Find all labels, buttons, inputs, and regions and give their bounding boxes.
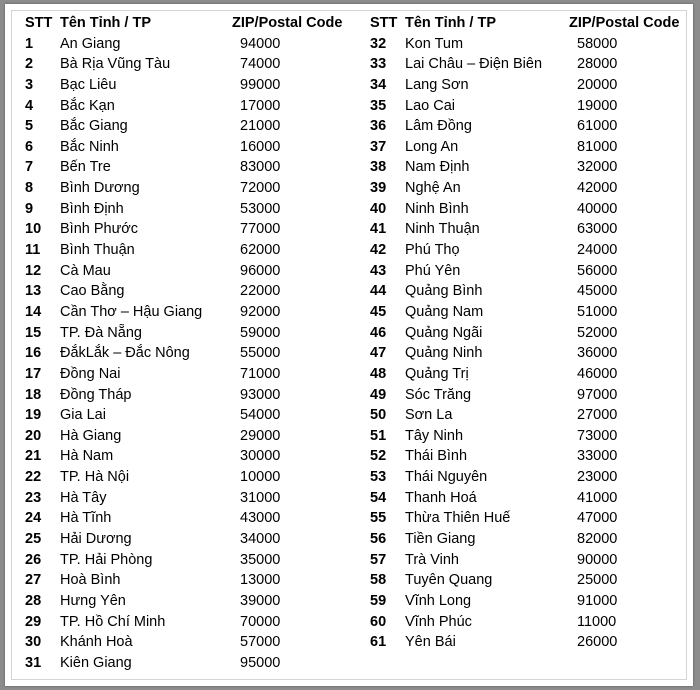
table-row bbox=[370, 178, 690, 199]
row-province-name: Phú Thọ bbox=[405, 242, 460, 259]
row-province-name: Bình Phước bbox=[60, 221, 139, 238]
row-province-name: Bắc Kạn bbox=[60, 97, 115, 114]
row-stt: 30 bbox=[25, 634, 42, 651]
row-zip-code: 29000 bbox=[240, 427, 281, 444]
row-province-name: Tiền Giang bbox=[405, 531, 476, 548]
row-zip-code: 39000 bbox=[240, 592, 281, 609]
row-zip-code: 47000 bbox=[577, 510, 618, 527]
row-province-name: Sơn La bbox=[405, 407, 453, 424]
row-zip-code: 17000 bbox=[240, 97, 281, 114]
table-row bbox=[370, 385, 690, 406]
row-zip-code: 19000 bbox=[577, 97, 618, 114]
row-zip-code: 43000 bbox=[240, 510, 281, 527]
table-row bbox=[370, 75, 690, 96]
row-stt: 50 bbox=[370, 407, 387, 424]
table-row bbox=[25, 529, 370, 550]
table-row bbox=[25, 178, 370, 199]
table-row bbox=[370, 54, 690, 75]
row-province-name: Bà Rịa Vũng Tàu bbox=[60, 56, 171, 73]
row-zip-code: 24000 bbox=[577, 242, 618, 259]
table-row bbox=[25, 281, 370, 302]
row-zip-code: 31000 bbox=[240, 489, 281, 506]
row-zip-code: 59000 bbox=[240, 324, 281, 341]
row-zip-code: 25000 bbox=[577, 572, 618, 589]
table-row bbox=[25, 570, 370, 591]
table-row bbox=[25, 343, 370, 364]
table-row bbox=[25, 426, 370, 447]
row-zip-code: 28000 bbox=[577, 56, 618, 73]
table-row bbox=[25, 261, 370, 282]
header-stt: STT bbox=[25, 15, 53, 31]
row-stt: 38 bbox=[370, 159, 387, 176]
header-name: Tên Tỉnh / TP bbox=[405, 15, 497, 31]
table-right-column bbox=[370, 11, 690, 653]
table-row bbox=[25, 116, 370, 137]
row-stt: 26 bbox=[25, 551, 42, 568]
row-zip-code: 40000 bbox=[577, 200, 618, 217]
table-row bbox=[370, 219, 690, 240]
row-province-name: Bình Thuận bbox=[60, 242, 135, 259]
table-row bbox=[25, 364, 370, 385]
row-stt: 1 bbox=[25, 35, 34, 52]
row-stt: 12 bbox=[25, 262, 42, 279]
row-stt: 40 bbox=[370, 200, 387, 217]
row-stt: 22 bbox=[25, 469, 42, 486]
row-province-name: Bắc Giang bbox=[60, 118, 128, 135]
table-row bbox=[370, 364, 690, 385]
rows-right bbox=[370, 34, 690, 653]
row-province-name: Ninh Thuận bbox=[405, 221, 480, 238]
row-stt: 25 bbox=[25, 531, 42, 548]
header-stt: STT bbox=[370, 15, 398, 31]
table-row bbox=[370, 529, 690, 550]
row-stt: 23 bbox=[25, 489, 42, 506]
table-row bbox=[370, 570, 690, 591]
row-zip-code: 91000 bbox=[577, 592, 618, 609]
row-stt: 21 bbox=[25, 448, 42, 465]
row-stt: 55 bbox=[370, 510, 387, 527]
row-stt: 35 bbox=[370, 97, 387, 114]
table-row bbox=[25, 591, 370, 612]
row-stt: 51 bbox=[370, 427, 387, 444]
row-stt: 43 bbox=[370, 262, 387, 279]
row-zip-code: 22000 bbox=[240, 283, 281, 300]
row-zip-code: 26000 bbox=[577, 634, 618, 651]
table-row bbox=[370, 488, 690, 509]
table-row bbox=[25, 219, 370, 240]
row-stt: 56 bbox=[370, 531, 387, 548]
row-zip-code: 13000 bbox=[240, 572, 281, 589]
row-stt: 45 bbox=[370, 303, 387, 320]
row-province-name: Bình Dương bbox=[60, 180, 140, 197]
row-stt: 9 bbox=[25, 200, 34, 217]
row-stt: 11 bbox=[25, 242, 41, 259]
row-province-name: Hà Nam bbox=[60, 448, 114, 465]
row-stt: 15 bbox=[25, 324, 42, 341]
row-stt: 53 bbox=[370, 469, 387, 486]
table-row bbox=[25, 157, 370, 178]
row-province-name: Đồng Tháp bbox=[60, 386, 132, 403]
row-province-name: Yên Bái bbox=[405, 634, 456, 651]
row-province-name: TP. Hà Nội bbox=[60, 469, 130, 486]
row-zip-code: 97000 bbox=[577, 386, 618, 403]
row-province-name: Vĩnh Phúc bbox=[405, 613, 472, 630]
row-province-name: Hưng Yên bbox=[60, 592, 126, 609]
row-stt: 18 bbox=[25, 386, 42, 403]
table-row bbox=[25, 385, 370, 406]
row-zip-code: 82000 bbox=[577, 531, 618, 548]
row-zip-code: 96000 bbox=[240, 262, 281, 279]
table-row bbox=[25, 240, 370, 261]
row-zip-code: 94000 bbox=[240, 35, 281, 52]
row-zip-code: 61000 bbox=[577, 118, 618, 135]
row-stt: 44 bbox=[370, 283, 387, 300]
row-province-name: An Giang bbox=[60, 35, 121, 52]
table-row bbox=[370, 137, 690, 158]
table-row bbox=[370, 116, 690, 137]
table-row bbox=[370, 281, 690, 302]
row-zip-code: 55000 bbox=[240, 345, 281, 362]
row-zip-code: 70000 bbox=[240, 613, 281, 630]
row-stt: 27 bbox=[25, 572, 42, 589]
row-province-name: Quảng Bình bbox=[405, 283, 483, 300]
row-province-name: Bạc Liêu bbox=[60, 76, 117, 93]
row-stt: 36 bbox=[370, 118, 387, 135]
row-province-name: TP. Hồ Chí Minh bbox=[60, 613, 166, 630]
row-stt: 10 bbox=[25, 221, 42, 238]
row-province-name: Quảng Ninh bbox=[405, 345, 483, 362]
table-row bbox=[25, 653, 370, 674]
row-province-name: Ninh Bình bbox=[405, 200, 469, 217]
table-row bbox=[370, 240, 690, 261]
row-province-name: Bắc Ninh bbox=[60, 138, 119, 155]
row-province-name: Nghệ An bbox=[405, 180, 461, 197]
row-zip-code: 42000 bbox=[577, 180, 618, 197]
row-zip-code: 10000 bbox=[240, 469, 281, 486]
table-row bbox=[370, 323, 690, 344]
row-province-name: Lai Châu – Điện Biên bbox=[405, 56, 543, 73]
row-zip-code: 20000 bbox=[577, 76, 618, 93]
row-province-name: Thái Nguyên bbox=[405, 469, 488, 486]
header-name: Tên Tỉnh / TP bbox=[60, 15, 152, 31]
row-province-name: Kiên Giang bbox=[60, 654, 132, 671]
row-stt: 2 bbox=[25, 56, 34, 73]
row-stt: 19 bbox=[25, 407, 42, 424]
row-zip-code: 35000 bbox=[240, 551, 281, 568]
row-province-name: Lao Cai bbox=[405, 97, 455, 114]
row-province-name: Tuyên Quang bbox=[405, 572, 493, 589]
row-province-name: Vĩnh Long bbox=[405, 592, 472, 609]
table-header bbox=[25, 13, 370, 34]
row-stt: 60 bbox=[370, 613, 387, 630]
table-row bbox=[370, 508, 690, 529]
table-row bbox=[370, 612, 690, 633]
table-row bbox=[25, 550, 370, 571]
row-zip-code: 32000 bbox=[577, 159, 618, 176]
table-row bbox=[25, 137, 370, 158]
row-province-name: Cao Bằng bbox=[60, 283, 125, 300]
row-stt: 29 bbox=[25, 613, 42, 630]
document-sheet bbox=[5, 4, 693, 686]
row-province-name: Quảng Trị bbox=[405, 365, 469, 382]
table-row bbox=[370, 302, 690, 323]
row-stt: 48 bbox=[370, 365, 387, 382]
row-province-name: Kon Tum bbox=[405, 35, 464, 52]
row-province-name: Thanh Hoá bbox=[405, 489, 477, 506]
row-province-name: Phú Yên bbox=[405, 262, 461, 279]
row-stt: 33 bbox=[370, 56, 387, 73]
table-row bbox=[370, 261, 690, 282]
table-row bbox=[25, 467, 370, 488]
table-row bbox=[370, 632, 690, 653]
table-row bbox=[25, 446, 370, 467]
table-row bbox=[25, 302, 370, 323]
table-row bbox=[25, 508, 370, 529]
row-stt: 46 bbox=[370, 324, 387, 341]
row-zip-code: 46000 bbox=[577, 365, 618, 382]
row-province-name: TP. Hải Phòng bbox=[60, 551, 153, 568]
table-left-column bbox=[25, 11, 370, 674]
row-province-name: Hà Giang bbox=[60, 427, 122, 444]
row-province-name: Sóc Trăng bbox=[405, 386, 472, 403]
table-row bbox=[370, 550, 690, 571]
table-row bbox=[370, 426, 690, 447]
row-province-name: Gia Lai bbox=[60, 407, 106, 424]
row-zip-code: 73000 bbox=[577, 427, 618, 444]
row-province-name: TP. Đà Nẵng bbox=[60, 324, 142, 341]
table-row bbox=[370, 34, 690, 55]
table-row bbox=[25, 632, 370, 653]
row-stt: 54 bbox=[370, 489, 387, 506]
row-stt: 57 bbox=[370, 551, 387, 568]
row-zip-code: 36000 bbox=[577, 345, 618, 362]
row-zip-code: 56000 bbox=[577, 262, 618, 279]
row-zip-code: 71000 bbox=[240, 365, 281, 382]
row-province-name: Thái Bình bbox=[405, 448, 468, 465]
row-stt: 24 bbox=[25, 510, 42, 527]
row-zip-code: 63000 bbox=[577, 221, 618, 238]
row-province-name: ĐắkLắk – Đắc Nông bbox=[60, 345, 190, 362]
row-province-name: Lâm Đồng bbox=[405, 118, 472, 135]
row-stt: 3 bbox=[25, 76, 34, 93]
table-row bbox=[25, 75, 370, 96]
row-province-name: Lang Sơn bbox=[405, 76, 469, 93]
row-zip-code: 33000 bbox=[577, 448, 618, 465]
row-stt: 4 bbox=[25, 97, 34, 114]
row-zip-code: 54000 bbox=[240, 407, 281, 424]
row-province-name: Bến Tre bbox=[60, 159, 111, 176]
row-province-name: Long An bbox=[405, 138, 459, 155]
row-zip-code: 93000 bbox=[240, 386, 281, 403]
row-stt: 37 bbox=[370, 138, 387, 155]
row-stt: 49 bbox=[370, 386, 387, 403]
row-province-name: Bình Định bbox=[60, 200, 124, 217]
row-zip-code: 81000 bbox=[577, 138, 618, 155]
table-row bbox=[370, 96, 690, 117]
row-zip-code: 30000 bbox=[240, 448, 281, 465]
header-zip: ZIP/Postal Code bbox=[232, 15, 343, 31]
row-zip-code: 34000 bbox=[240, 531, 281, 548]
table-row bbox=[25, 199, 370, 220]
row-stt: 20 bbox=[25, 427, 42, 444]
row-zip-code: 41000 bbox=[577, 489, 618, 506]
row-stt: 41 bbox=[370, 221, 387, 238]
table-header bbox=[370, 13, 690, 34]
row-zip-code: 92000 bbox=[240, 303, 281, 320]
row-stt: 52 bbox=[370, 448, 387, 465]
row-province-name: Nam Định bbox=[405, 159, 470, 176]
row-stt: 28 bbox=[25, 592, 42, 609]
table-row bbox=[25, 488, 370, 509]
table-row bbox=[25, 405, 370, 426]
row-zip-code: 16000 bbox=[240, 138, 281, 155]
table-row bbox=[25, 34, 370, 55]
table-row bbox=[370, 405, 690, 426]
row-zip-code: 58000 bbox=[577, 35, 618, 52]
row-province-name: Trà Vinh bbox=[405, 551, 459, 568]
row-stt: 13 bbox=[25, 283, 42, 300]
row-zip-code: 21000 bbox=[240, 118, 281, 135]
row-province-name: Cà Mau bbox=[60, 262, 111, 279]
row-stt: 42 bbox=[370, 242, 387, 259]
table-row bbox=[370, 467, 690, 488]
table-row bbox=[370, 343, 690, 364]
row-zip-code: 51000 bbox=[577, 303, 618, 320]
row-stt: 17 bbox=[25, 365, 42, 382]
row-stt: 5 bbox=[25, 118, 34, 135]
row-zip-code: 90000 bbox=[577, 551, 618, 568]
row-stt: 47 bbox=[370, 345, 387, 362]
row-zip-code: 27000 bbox=[577, 407, 618, 424]
table-row bbox=[25, 54, 370, 75]
row-stt: 58 bbox=[370, 572, 387, 589]
row-zip-code: 45000 bbox=[577, 283, 618, 300]
row-zip-code: 99000 bbox=[240, 76, 281, 93]
row-stt: 39 bbox=[370, 180, 387, 197]
row-zip-code: 77000 bbox=[240, 221, 281, 238]
row-stt: 34 bbox=[370, 76, 387, 93]
table-row bbox=[25, 612, 370, 633]
row-zip-code: 23000 bbox=[577, 469, 618, 486]
table-row bbox=[370, 199, 690, 220]
table-frame bbox=[11, 10, 687, 680]
row-zip-code: 62000 bbox=[240, 242, 281, 259]
row-province-name: Hải Dương bbox=[60, 531, 132, 548]
row-zip-code: 83000 bbox=[240, 159, 281, 176]
row-zip-code: 11000 bbox=[577, 613, 617, 630]
row-stt: 6 bbox=[25, 138, 34, 155]
row-zip-code: 57000 bbox=[240, 634, 281, 651]
header-zip: ZIP/Postal Code bbox=[569, 15, 680, 31]
row-stt: 16 bbox=[25, 345, 42, 362]
row-stt: 59 bbox=[370, 592, 387, 609]
table-row bbox=[370, 446, 690, 467]
row-zip-code: 72000 bbox=[240, 180, 281, 197]
table-row bbox=[25, 323, 370, 344]
table-row bbox=[370, 591, 690, 612]
row-province-name: Đồng Nai bbox=[60, 365, 121, 382]
row-zip-code: 53000 bbox=[240, 200, 281, 217]
row-province-name: Quảng Ngãi bbox=[405, 324, 483, 341]
row-stt: 7 bbox=[25, 159, 34, 176]
row-province-name: Cần Thơ – Hậu Giang bbox=[60, 303, 203, 320]
row-stt: 61 bbox=[370, 634, 387, 651]
row-province-name: Hà Tây bbox=[60, 489, 107, 506]
row-stt: 31 bbox=[25, 654, 42, 671]
row-zip-code: 95000 bbox=[240, 654, 281, 671]
row-province-name: Quảng Nam bbox=[405, 303, 484, 320]
row-province-name: Tây Ninh bbox=[405, 427, 464, 444]
row-province-name: Thừa Thiên Huế bbox=[405, 510, 511, 527]
row-stt: 8 bbox=[25, 180, 34, 197]
table-row bbox=[25, 96, 370, 117]
row-province-name: Hà Tĩnh bbox=[60, 510, 112, 527]
row-stt: 14 bbox=[25, 303, 42, 320]
row-zip-code: 74000 bbox=[240, 56, 281, 73]
rows-left bbox=[25, 34, 370, 674]
row-province-name: Khánh Hoà bbox=[60, 634, 133, 651]
table-row bbox=[370, 157, 690, 178]
row-province-name: Hoà Bình bbox=[60, 572, 121, 589]
row-zip-code: 52000 bbox=[577, 324, 618, 341]
row-stt: 32 bbox=[370, 35, 387, 52]
